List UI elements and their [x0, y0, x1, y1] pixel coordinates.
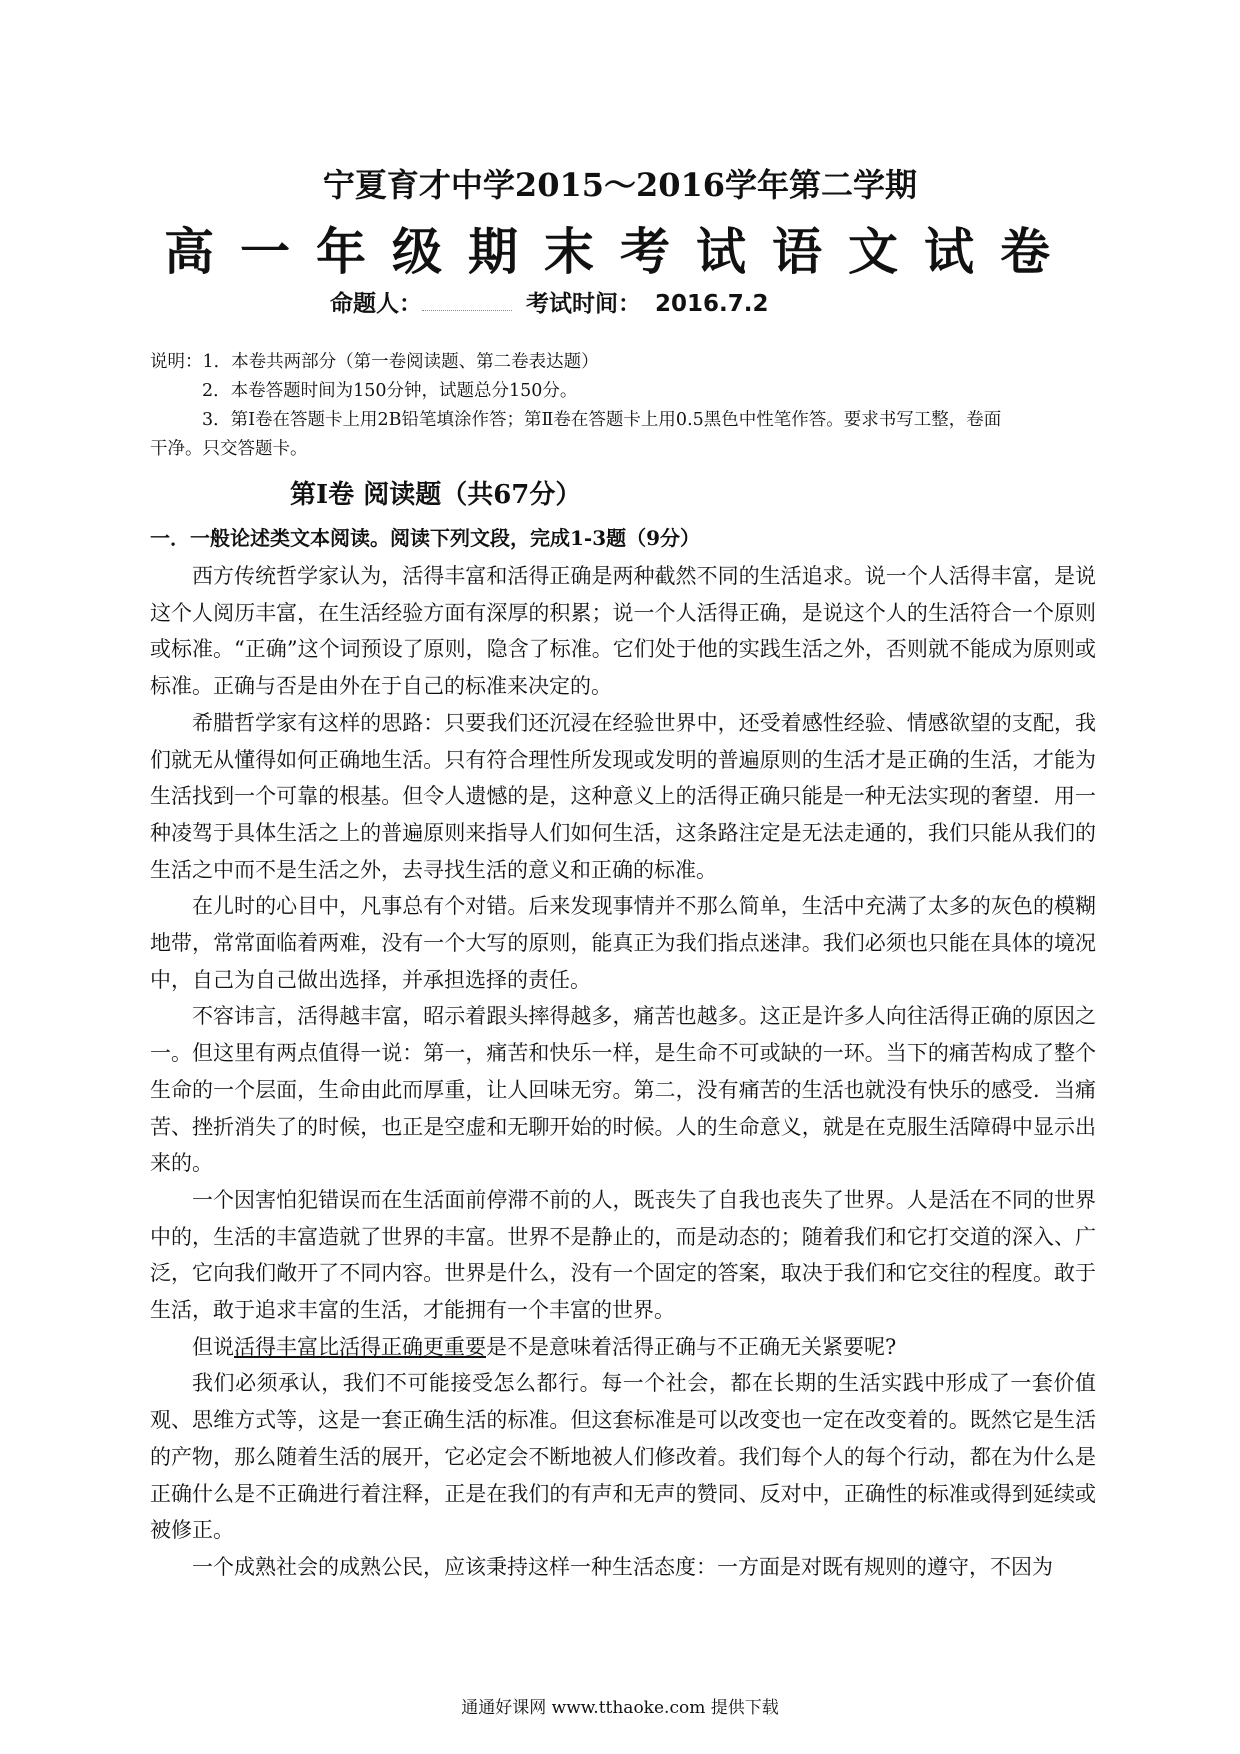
- school-term-heading: 宁夏育才中学2015～2016学年第二学期: [322, 166, 918, 204]
- exam-title: 高一年级期末考试语文试卷: [164, 222, 1076, 281]
- section-heading: 第Ⅰ卷 阅读题（共67分）: [290, 480, 582, 510]
- paragraph-4: 不容讳言，活得越丰富，昭示着跟头摔得越多，痛苦也越多。这正是许多人向往活得正确的原因之一。但这里有两点值得一说：第一，痛苦和快乐一样，是生命不可或缺的一环。当下的痛苦构成了整个生命的一个层面，生命由此而厚重，让人回味无穷。第二，没有痛苦的生活也就没有快乐的感受．当痛苦、挫折消失了的时候，也正是空虚和无聊开始的时候。人的生命意义，就是在克服生活障碍中显示出来的。: [150, 1004, 1096, 1176]
- paragraph-8: 一个成熟社会的成熟公民，应该秉持这样一种生活态度：一方面是对既有规则的遵守，不因为: [192, 1554, 1053, 1579]
- paragraph-6-pre: 但说: [192, 1334, 234, 1359]
- paragraph-7: 我们必须承认，我们不可能接受怎么都行。每一个社会，都在长期的生活实践中形成了一套价值观、思维方式等，这是一套正确生活的标准。但这套标准是可以改变也一定在改变着的。既然它是生活的产物，那么随着生活的展开，它必定会不断地被人们修改着。我们每个人的每个行动，都在为什么是正确什么是不正确进行着注释，正是在我们的有声和无声的赞同、反对中，正确性的标准或得到延续或被修正。: [150, 1371, 1096, 1543]
- paragraph-2: 希腊哲学家有这样的思路：只要我们还沉浸在经验世界中，还受着感性经验、情感欲望的支配，我们就无从懂得如何正确地生活。只有符合理性所发现或发明的普遍原则的生活才是正确的生活，才能为生活找到一个可靠的根基。但令人遗憾的是，这种意义上的活得正确只能是一种无法实现的奢望．用一种凌驾于具体生活之上的普遍原则来指导人们如何生活，这条路注定是无法走通的，我们只能从我们的生活之中而不是生活之外，去寻找生活的意义和正确的标准。: [150, 710, 1096, 882]
- author-blank: [422, 310, 512, 311]
- exam-date: 2016.7.2: [655, 291, 769, 317]
- instructions: [150, 348, 1096, 464]
- paragraph-6-post: 是不是意味着活得正确与不正确无关紧要呢?: [486, 1334, 897, 1359]
- reading-passage: [150, 558, 1096, 1586]
- exam-meta-line: [330, 285, 769, 318]
- underlined-phrase: 活得丰富比活得正确更重要: [234, 1334, 486, 1359]
- paragraph-5: 一个因害怕犯错误而在生活面前停滞不前的人，既丧失了自我也丧失了世界。人是活在不同的世界中的，生活的丰富造就了世界的丰富。世界不是静止的，而是动态的；随着我们和它打交道的深入、广泛，它向我们敞开了不同内容。世界是什么，没有一个固定的答案，取决于我们和它交往的程度。敢于生活，敢于追求丰富的生活，才能拥有一个丰富的世界。: [150, 1187, 1096, 1323]
- paragraph-1: 西方传统哲学家认为，活得丰富和活得正确是两种截然不同的生活追求。说一个人活得丰富，是说这个人阅历丰富，在生活经验方面有深厚的积累；说一个人活得正确，是说这个人的生活符合一个原则或标准。“正确”这个词预设了原则，隐含了标准。它们处于他的实践生活之外，否则就不能成为原则或标准。正确与否是由外在于自己的标准来决定的。: [150, 564, 1096, 699]
- paragraph-3: 在儿时的心目中，凡事总有个对错。后来发现事情并不那么简单，生活中充满了太多的灰色的模糊地带，常常面临着两难，没有一个大写的原则，能真正为我们指点迷津。我们必须也只能在具体的境况中，自己为自己做出选择，并承担选择的责任。: [150, 894, 1096, 992]
- author-label: 命题人：: [330, 291, 422, 317]
- question-heading: 一．一般论述类文本阅读。阅读下列文段，完成1-3题（9分）: [150, 526, 701, 550]
- footer-download-note: 通通好课网 www.tthaoke.com 提供下载: [461, 1698, 779, 1718]
- instruction-2: 2．本卷答题时间为150分钟，试题总分150分。: [202, 381, 578, 401]
- paragraph-6: [150, 1329, 1096, 1366]
- instruction-3-cont: 干净。只交答题卡。: [150, 439, 308, 459]
- instruction-3: 3．第Ⅰ卷在答题卡上用2B铅笔填涂作答；第Ⅱ卷在答题卡上用0.5黑色中性笔作答。要求书写工整，卷面: [202, 410, 1002, 430]
- time-label: 考试时间：: [526, 291, 641, 317]
- instruction-1: 说明：1．本卷共两部分（第一卷阅读题、第二卷表达题）: [150, 352, 599, 372]
